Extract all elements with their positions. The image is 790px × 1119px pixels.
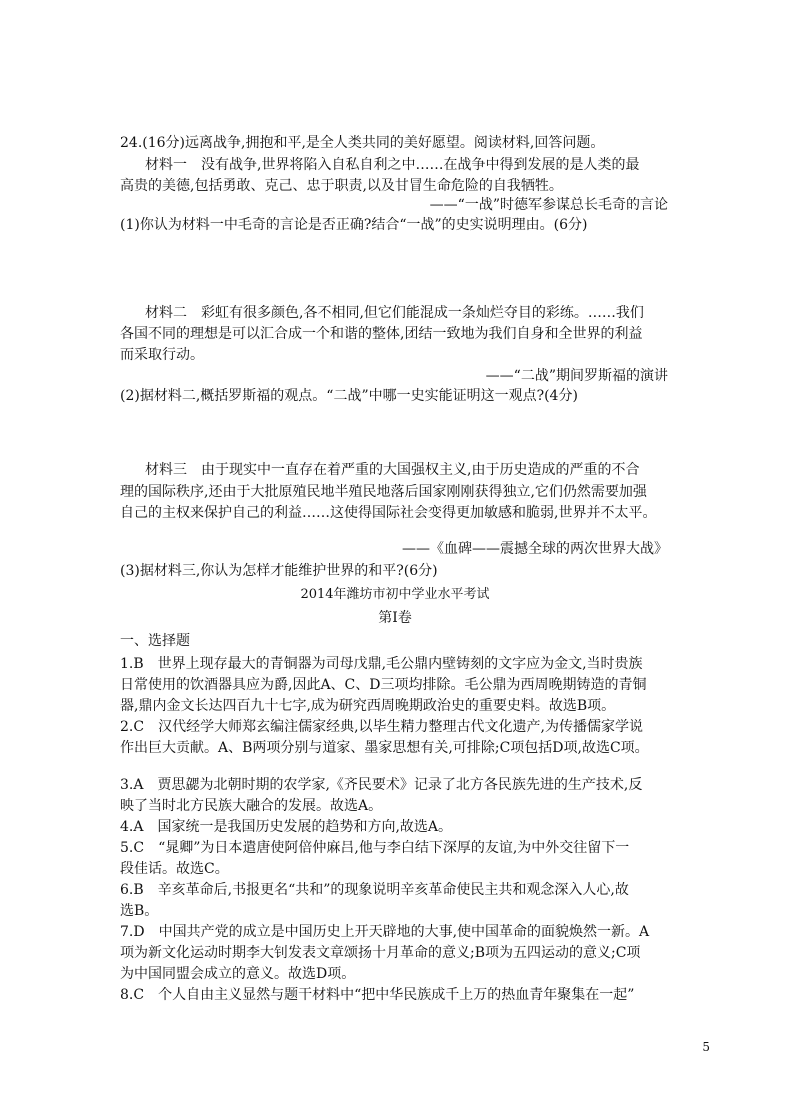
material-3-line-3: 自己的主权来保护自己的利益……这使得国际社会变得更加敏感和脆弱,世界并不太平。: [120, 505, 657, 521]
answer-7-line-1: 7.D 中国共产党的成立是中国历史上开天辟地的大事,使中国革命的面貌焕然一新。A: [120, 924, 650, 940]
answer-5-line-2: 段佳话。故选C。: [120, 861, 229, 877]
q24-title: 24.(16分)远离战争,拥抱和平,是全人类共同的美好愿望。阅读材料,回答问题。: [120, 135, 605, 151]
material-1-line-1: 材料一 没有战争,世界将陷入自私自利之中……在战争中得到发展的是人类的最: [145, 157, 640, 173]
question-3: (3)据材料三,你认为怎样才能维护世界的和平?(6分): [120, 563, 438, 579]
material-2-line-2: 各国不同的理想是可以汇合成一个和谐的整体,团结一致地为我们自身和全世界的利益: [120, 326, 643, 342]
material-1-source: ——“一战”时德军参谋总长毛奇的言论: [429, 197, 668, 213]
answer-7-line-2: 项为新文化运动时期李大钊发表文章颂扬十月革命的意义;B项为五四运动的意义;C项: [120, 945, 641, 961]
material-3-line-2: 理的国际秩序,还由于大批原殖民地半殖民地落后国家刚刚获得独立,它们仍然需要加强: [120, 484, 647, 500]
answer-2-line-1: 2.C 汉代经学大师郑玄编注儒家经典,以毕生精力整理古代文化遗产,为传播儒家学说: [120, 719, 643, 735]
answer-6-line-2: 选B。: [120, 903, 159, 919]
exam-title: 2014年潍坊市初中学业水平考试: [300, 587, 490, 602]
section-heading: 一、选择题: [120, 633, 190, 649]
page-number: 5: [702, 1040, 710, 1054]
answer-7-line-3: 为中国同盟会成立的意义。故选D项。: [120, 966, 356, 982]
question-1: (1)你认为材料一中毛奇的言论是否正确?结合“一战”的史实说明理由。(6分): [120, 217, 588, 233]
answer-3-line-1: 3.A 贾思勰为北朝时期的农学家,《齐民要术》记录了北方各民族先进的生产技术,反: [120, 777, 643, 793]
question-2: (2)据材料二,概括罗斯福的观点。“二战”中哪一史实能证明这一观点?(4分): [120, 388, 578, 404]
answer-6-line-1: 6.B 辛亥革命后,书报更名“共和”的现象说明辛亥革命使民主共和观念深入人心,故: [120, 882, 629, 898]
answer-1-line-1: 1.B 世界上现存最大的青铜器为司母戊鼎,毛公鼎内壁铸刻的文字应为金文,当时贵族: [120, 656, 643, 672]
material-2-line-1: 材料二 彩虹有很多颜色,各不相同,但它们能混成一条灿烂夺目的彩练。……我们: [145, 305, 644, 321]
answer-1-line-3: 器,鼎内金文长达四百九十七字,成为研究西周晚期政治史的重要史料。故选B项。: [120, 698, 616, 714]
material-3-line-1: 材料三 由于现实中一直存在着严重的大国强权主义,由于历史造成的严重的不合: [145, 462, 640, 478]
material-2-source: ——“二战”期间罗斯福的演讲: [485, 368, 668, 384]
material-3-source: ——《血碑——震撼全球的两次世界大战》: [402, 541, 668, 557]
answer-4-line-1: 4.A 国家统一是我国历史发展的趋势和方向,故选A。: [120, 819, 453, 835]
volume-title: 第Ⅰ卷: [378, 610, 412, 626]
answer-1-line-2: 日常使用的饮酒器具应为爵,因此A、C、D三项均排除。毛公鼎为西周晚期铸造的青铜: [120, 677, 647, 693]
answer-5-line-1: 5.C “晁卿”为日本遣唐使阿倍仲麻吕,他与李白结下深厚的友谊,为中外交往留下一: [120, 840, 630, 856]
material-1-line-2: 高贵的美德,包括勇敢、克己、忠于职责,以及甘冒生命危险的自我牺牲。: [120, 178, 563, 194]
answer-8-line-1: 8.C 个人自由主义显然与题干材料中“把中华民族成千上万的热血青年聚集在一起”: [120, 987, 635, 1003]
material-2-line-3: 而采取行动。: [120, 347, 204, 363]
answer-2-line-2: 作出巨大贡献。A、B两项分别与道家、墨家思想有关,可排除;C项包括D项,故选C项。: [120, 740, 649, 756]
answer-3-line-2: 映了当时北方民族大融合的发展。故选A。: [120, 798, 383, 814]
